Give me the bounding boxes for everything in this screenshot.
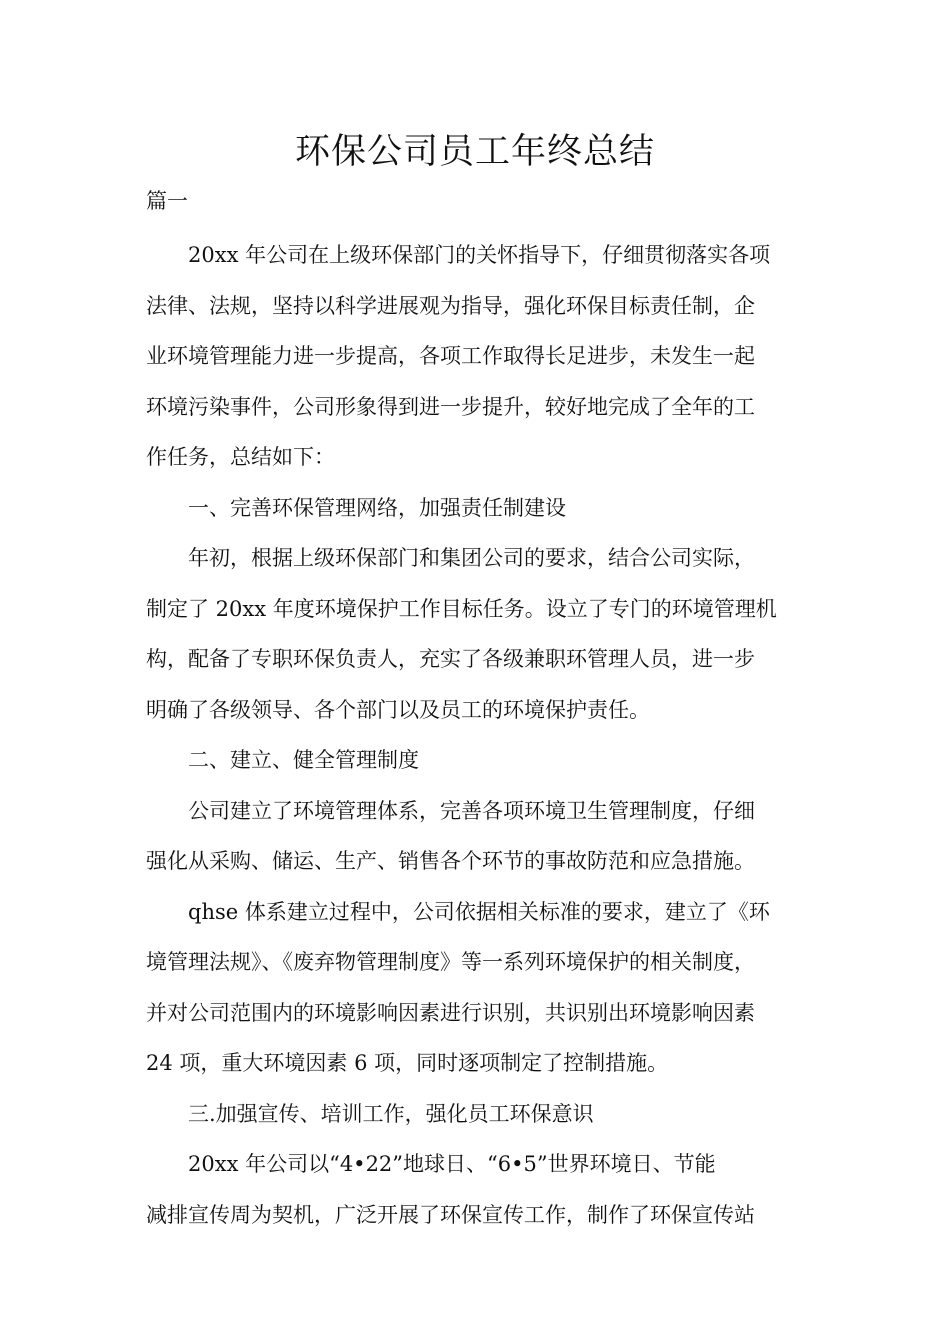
text-line: 业环境管理能力进一步提高，各项工作取得长足进步，未发生一起 [146,344,755,368]
paragraph-section-1 [146,533,806,735]
paragraph-section-3 [146,1139,806,1240]
heading-line: 三.加强宣传、培训工作，强化员工环保意识 [188,1101,594,1126]
paragraph-section-2a [146,786,806,887]
section-label: 篇一 [146,189,188,213]
document-body [146,230,806,1240]
text-line: 制定了 20xx 年度环境保护工作目标任务。设立了专门的环境管理机 [146,596,777,621]
document-title: 环保公司员工年终总结 [294,132,655,172]
section-heading-2 [146,735,806,786]
text-line: 作任务，总结如下： [146,445,335,469]
paragraph-intro [146,230,806,483]
text-line: 环境污染事件，公司形象得到进一步提升，较好地完成了全年的工 [146,394,755,419]
text-line: 境管理法规》、《废弃物管理制度》等一系列环境保护的相关制度， [146,950,755,974]
section-heading-1 [146,483,806,534]
text-line: 20xx 年公司在上级环保部门的关怀指导下，仔细贯彻落实各项 [188,243,771,267]
text-line: 构，配备了专职环保负责人，充实了各级兼职环管理人员，进一步 [146,647,755,671]
text-line: 法律、法规，坚持以科学进展观为指导，强化环保目标责任制，企 [146,293,755,318]
heading-line: 二、建立、健全管理制度 [188,748,419,772]
section-heading-3 [146,1089,806,1140]
text-line: 明确了各级领导、各个部门以及员工的环境保护责任。 [146,697,650,722]
heading-line: 一、完善环保管理网络，加强责任制建设 [188,495,566,520]
text-line: 24 项，重大环境因素 6 项，同时逐项制定了控制措施。 [146,1051,669,1075]
text-line: 并对公司范围内的环境影响因素进行识别，共识别出环境影响因素 [146,1000,755,1025]
text-line: qhse 体系建立过程中，公司依据相关标准的要求，建立了《环 [188,899,770,924]
text-line: 强化从采购、储运、生产、销售各个环节的事故防范和应急措施。 [146,849,755,873]
text-line: 公司建立了环境管理体系，完善各项环境卫生管理制度，仔细 [188,798,755,823]
text-line: 20xx 年公司以“4•22”地球日、“6•5”世界环境日、节能 [188,1152,716,1176]
paragraph-section-2b [146,887,806,1089]
text-line: 年初，根据上级环保部门和集团公司的要求，结合公司实际， [188,546,755,570]
text-line: 减排宣传周为契机，广泛开展了环保宣传工作，制作了环保宣传站 [146,1202,755,1227]
